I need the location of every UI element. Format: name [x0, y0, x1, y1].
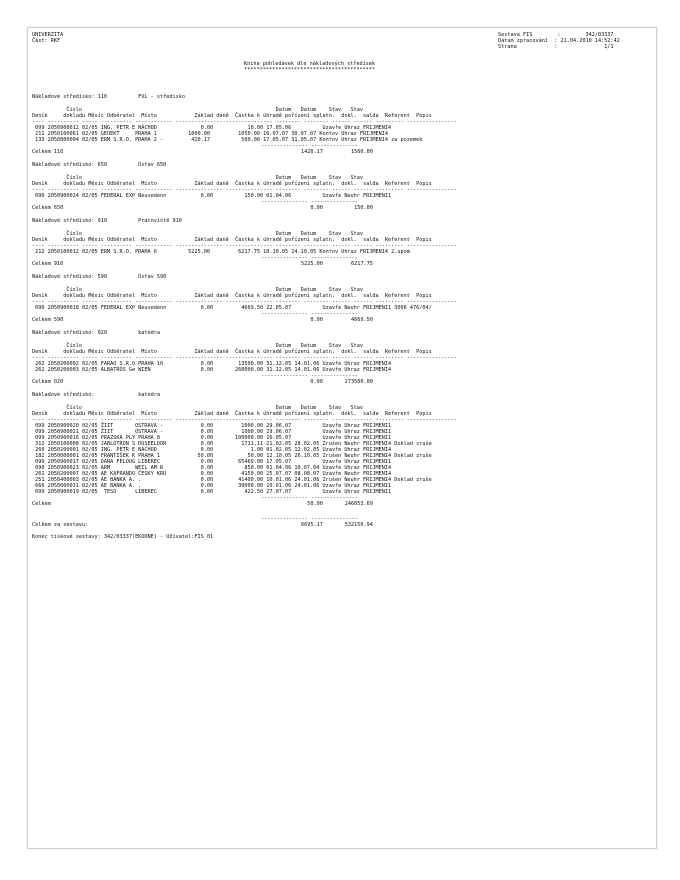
org-part: Část: RKF — [32, 38, 61, 44]
section-total-label: Celkem 590 — [32, 317, 64, 323]
section-total-label: Celkem 110 — [32, 149, 64, 155]
column-rule: ---- ---------- ----- ---------- ------------ --------------- --------------- -------- -------- ------ ------ --------- ---------------- — [32, 119, 457, 125]
column-rule: ---- ---------- ----- ---------- ------------ --------------- --------------- -------- -------- ------ ------ --------- ---------------- — [32, 187, 457, 193]
table-row: 262 2050200003 02/05 ALBATROS Ge WIEN 0.00 260000.00 31.12.05 14.01.06 Uzavře Uhraz FRIJMENI4 — [32, 367, 392, 373]
table-row: 099 2050900019 02/05 TESO LIBEREC 0.00 422.50 27.07.07 Uzavře Uhraz FRIJMENI1 — [32, 489, 392, 495]
section-title: Nákladové středisko: katedra — [32, 392, 161, 398]
column-header-2: Deník dokladu Měsíc Odběratel Místo Základ daně Částka k úhradě pořízení splatn. dokl. salda Referent Popis — [32, 237, 432, 243]
table-row: 182 2050000001 02/05 FRANTIŠEK K PRAHA 1 50.00 50.00 12.10.05 26.10.05 Zrušen Neuhr FRIJMENI4 Doklad zruše — [32, 453, 432, 459]
section-total-values: 50.00 246053.69 — [301, 501, 373, 507]
table-row: 099 2050900012 02/05 ING. PETR E NÁCHOD 0.00 10.00 17.05.06 Uzavře Uhraz FRIJMENI4 — [32, 125, 392, 131]
column-rule: ---- ---------- ----- ---------- ------------ --------------- --------------- -------- -------- ------ ------ --------- ---------------- — [32, 417, 457, 423]
column-header-1: Číslo Datum Datum Stav Stav — [32, 175, 364, 181]
section-total-values: 1420.17 1560.00 — [301, 149, 373, 155]
table-row: 090 2050900024 02/05 FEDERAL EXP Neuvedeno 0.00 150.00 01.04.06 Uzavře Neuhr FRIJMENI1 — [32, 193, 392, 199]
column-rule: ---- ---------- ----- ---------- ------------ --------------- --------------- -------- -------- ------ ------ --------- ---------------- — [32, 355, 457, 361]
subtotal-rule: --------------- --------------- — [261, 143, 358, 149]
subtotal-rule: --------------- --------------- — [261, 199, 358, 205]
table-row: 212 2050100012 02/05 ERM S.R.O. PRAHA 6 5225.00 6217.75 10.10.05 24.10.05 Kontov Uhraz FRIJMENI4 2.upom — [32, 249, 410, 255]
section-title: Nákladové středisko: 650 Ústav 650 — [32, 162, 167, 168]
section-total-label: Celkem 910 — [32, 261, 64, 267]
grand-total-label: Celkem za sestavu: — [32, 522, 89, 528]
table-row: 090 2050900023 02/05 ARM WEIL AM R 0.00 850.00 01.04.06 10.07.04 Uzavře Uhraz FRIJMENI4 — [32, 465, 392, 471]
table-row: 090 2050900017 02/05 DANA FELOOG LIBEREC 0.00 65469.00 17.05.07 Uzavře Uhraz FRIJMENI1 — [32, 459, 392, 465]
section-title: Nákladové středisko: 910 Pracoviště 910 — [32, 218, 182, 224]
column-rule: ---- ---------- ----- ---------- ------------ --------------- --------------- -------- -------- ------ ------ --------- ---------------- — [32, 243, 457, 249]
column-header-1: Číslo Datum Datum Stav Stav — [32, 107, 364, 113]
section-total-values: 0.00 150.00 — [301, 205, 373, 211]
section-total-label: Celkem — [32, 501, 51, 507]
grand-total-rule: --------------- --------------- — [261, 516, 358, 522]
table-row: 666 2050000031 02/05 AE BANKA A. . 0.00 30000.00 10.01.06 24.01.06 Uzavře Uhraz FRIJMENI1 — [32, 483, 392, 489]
section-title: Nákladové středisko: 110 FVL - středisko — [32, 94, 186, 100]
table-row: 099 2050900021 02/05 ŽIIT OSTRAVA - 0.00 1000.00 29.06.07 Uzavře Uhraz FRIJMENI1 — [32, 429, 392, 435]
section-title: Nákladové středisko: 590 Ústav 590 — [32, 274, 167, 280]
subtotal-rule: --------------- --------------- — [261, 311, 358, 317]
section-total-values: 0.00 273500.00 — [301, 379, 373, 385]
column-header-1: Číslo Datum Datum Stav Stav — [32, 405, 364, 411]
section-total-label: Celkem 650 — [32, 205, 64, 211]
grand-total-values: 6695.17 532150.94 — [301, 522, 373, 528]
table-row: 312 2050100008 02/05 JABLOTRON S DUSEELDOR 0.00 1711.11 21.02.05 28.02.05 Zrušen Neuhr FRIJMENI4 Doklad zruše — [32, 441, 432, 447]
column-header-1: Číslo Datum Datum Stav Stav — [32, 287, 364, 293]
table-row: 099 2050900016 02/05 PRAZSKA PLY PRAHA 8 0.00 100000.00 16.05.07 Uzavře Uhraz FRIJMENI1 — [32, 435, 392, 441]
page-number: Strana : 1/1 — [498, 44, 614, 50]
subtotal-rule: --------------- --------------- — [261, 255, 358, 261]
report-page — [27, 27, 657, 849]
column-header-2: Deník dokladu Měsíc Odběratel Místo Základ daně Částka k úhradě pořízení splatn. dokl. salda Referent Popis — [32, 349, 432, 355]
column-header-2: Deník dokladu Měsíc Odběratel Místo Základ daně Částka k úhradě pořízení splatn. dokl. salda Referent Popis — [32, 293, 432, 299]
section-title: Nákladové středisko: 020 katedra — [32, 330, 161, 336]
processed-date: Datum zpracování : 21.04.2010 14:52:42 — [498, 38, 620, 44]
column-header-2: Deník dokladu Měsíc Odběratel Místo Základ daně Částka k úhradě pořízení splatn. dokl. salda Referent Popis — [32, 411, 432, 417]
column-header-2: Deník dokladu Měsíc Odběratel Místo Základ daně Částka k úhradě pořízení splatn. dokl. salda Referent Popis — [32, 113, 432, 119]
section-total-label: Celkem 020 — [32, 379, 64, 385]
org-name: UNIVERZITA — [32, 32, 64, 38]
subtotal-rule: --------------- --------------- — [261, 373, 358, 379]
report-title: Kniha pohledávek dle nákladových středisek — [244, 61, 376, 67]
table-row: 262 2050200002 02/05 FARAO S.R.O PRAHA 10 0.00 13500.00 31.12.05 14.01.06 Uzavře Uhraz FRIJMENI4 — [32, 361, 392, 367]
subtotal-rule: --------------- --------------- — [261, 495, 358, 501]
section-total-values: 0.00 4669.50 — [301, 317, 373, 323]
table-row: 133 2050800004 02/05 ERM S.R.O. PRAHA 2 - 420.17 500.00 17.05.07 31.05.07 Kontov Uhraz FRIJMENI4 za pozemek — [32, 137, 423, 143]
report-number: Sestava FIS : 342/03337 — [498, 32, 614, 38]
column-header-2: Deník dokladu Měsíc Odběratel Místo Základ daně Částka k úhradě pořízení splatn. dokl. salda Referent Popis — [32, 181, 432, 187]
table-row: 099 2050900020 02/05 ŽIIT OSTRAVA - 0.00 1000.00 29.06.07 Uzavře Uhraz FRIJMENI1 — [32, 423, 392, 429]
report-footer: Konec tiskové sestavy: 342/03337(EKODNE) - Uživatel:FIS_01 — [32, 534, 214, 540]
section-total-values: 5225.00 6217.75 — [301, 261, 373, 267]
table-row: 260 2050200001 02/05 ING. PETR E NÁCHOD 0.00 1.00 01.02.05 12.02.05 Uzavře Uhraz FRIJMENI4 — [32, 447, 392, 453]
column-header-1: Číslo Datum Datum Stav Stav — [32, 343, 364, 349]
table-row: 211 2050100061 02/05 GEOEKT PRAHA 1 1000.00 1050.00 16.07.07 30.07.07 Kontov Uhraz FRIJMENI4 — [32, 131, 389, 137]
report-title-underline: ****************************************** — [244, 67, 376, 73]
table-row: 261 2050200007 02/05 AE KAFRANDO ČESKY KRU 0.00 4150.00 25.07.07 08.08.07 Uzavře Neuhr FRIJMENI4 — [32, 471, 392, 477]
table-row: 251 2050400003 02/05 AE BANKA A. . 0.00 41400.00 10.01.06 24.01.06 Zrušen Neuhr FRIJMENI4 Doklad zruše — [32, 477, 432, 483]
column-rule: ---- ---------- ----- ---------- ------------ --------------- --------------- -------- -------- ------ ------ --------- ---------------- — [32, 299, 457, 305]
column-header-1: Číslo Datum Datum Stav Stav — [32, 231, 364, 237]
table-row: 090 2050900018 02/05 FEDERAL EXP Neuvedeno 0.00 4669.50 22.05.07 Uzavře Neuhr FRIJMENI1 3006 476/04/ — [32, 305, 432, 311]
